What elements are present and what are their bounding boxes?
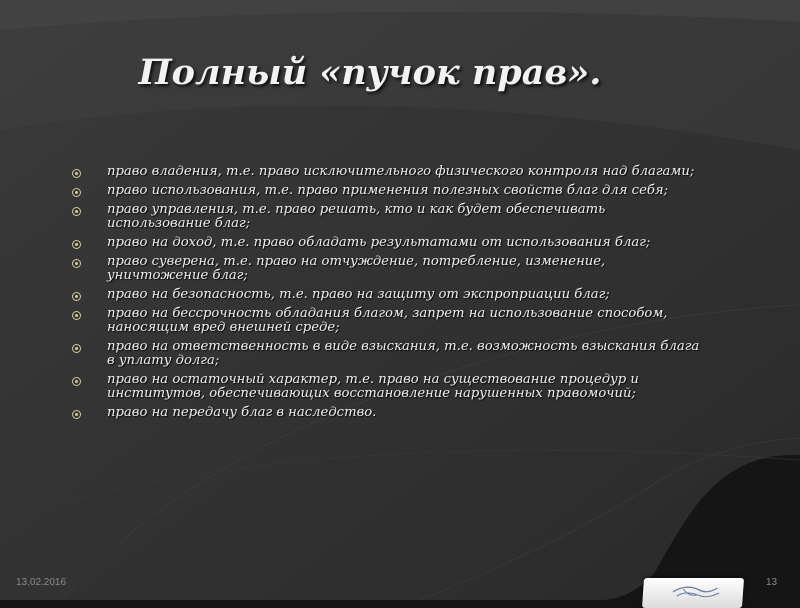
ring-bullet-icon: [72, 377, 81, 386]
bullet-text: право на безопасность, т.е. право на защиту от экспроприации благ;: [107, 287, 610, 302]
ring-bullet-icon: [72, 344, 81, 353]
list-item: [72, 255, 704, 283]
bullet-text: право использования, т.е. право применения полезных свойств благ для себя;: [107, 183, 669, 198]
handshake-logo-icon: [642, 578, 744, 608]
bullet-text: право на ответственность в виде взыскания, т.е. возможность взыскания блага в уплату долга;: [107, 339, 700, 368]
slide-date: 13.02.2016: [16, 577, 67, 588]
list-item: [72, 165, 704, 179]
bullet-text: право владения, т.е. право исключительного физического контроля над благами;: [107, 164, 695, 179]
bullet-text: право суверена, т.е. право на отчуждение, потребление, изменение, уничтожение благ;: [107, 254, 606, 283]
list-item: [72, 340, 704, 368]
list-item: [72, 307, 704, 335]
bullet-text: право на бессрочность обладания благом, запрет на использование способом, наносящим вред внешней среде;: [107, 306, 668, 335]
ring-bullet-icon: [72, 207, 81, 216]
list-item: [72, 203, 704, 231]
ring-bullet-icon: [72, 259, 81, 268]
slide-number: 13: [766, 577, 778, 588]
bullet-list: [72, 165, 704, 425]
slide-title: Полный «пучок прав».: [138, 52, 602, 93]
list-item: [72, 288, 704, 302]
list-item: [72, 236, 704, 250]
ring-bullet-icon: [72, 188, 81, 197]
ring-bullet-icon: [72, 311, 81, 320]
bullet-text: право на доход, т.е. право обладать результатами от использования благ;: [107, 235, 651, 250]
ring-bullet-icon: [72, 292, 81, 301]
list-item: [72, 406, 704, 420]
ring-bullet-icon: [72, 240, 81, 249]
bullet-text: право на остаточный характер, т.е. право на существование процедур и институтов, обеспечивающих восстановление нарушенных правомочий;: [107, 372, 639, 401]
ring-bullet-icon: [72, 169, 81, 178]
ring-bullet-icon: [72, 410, 81, 419]
bullet-text: право управления, т.е. право решать, кто и как будет обеспечивать использование благ;: [107, 202, 606, 231]
list-item: [72, 373, 704, 401]
list-item: [72, 184, 704, 198]
bullet-text: право на передачу благ в наследство.: [107, 405, 377, 420]
